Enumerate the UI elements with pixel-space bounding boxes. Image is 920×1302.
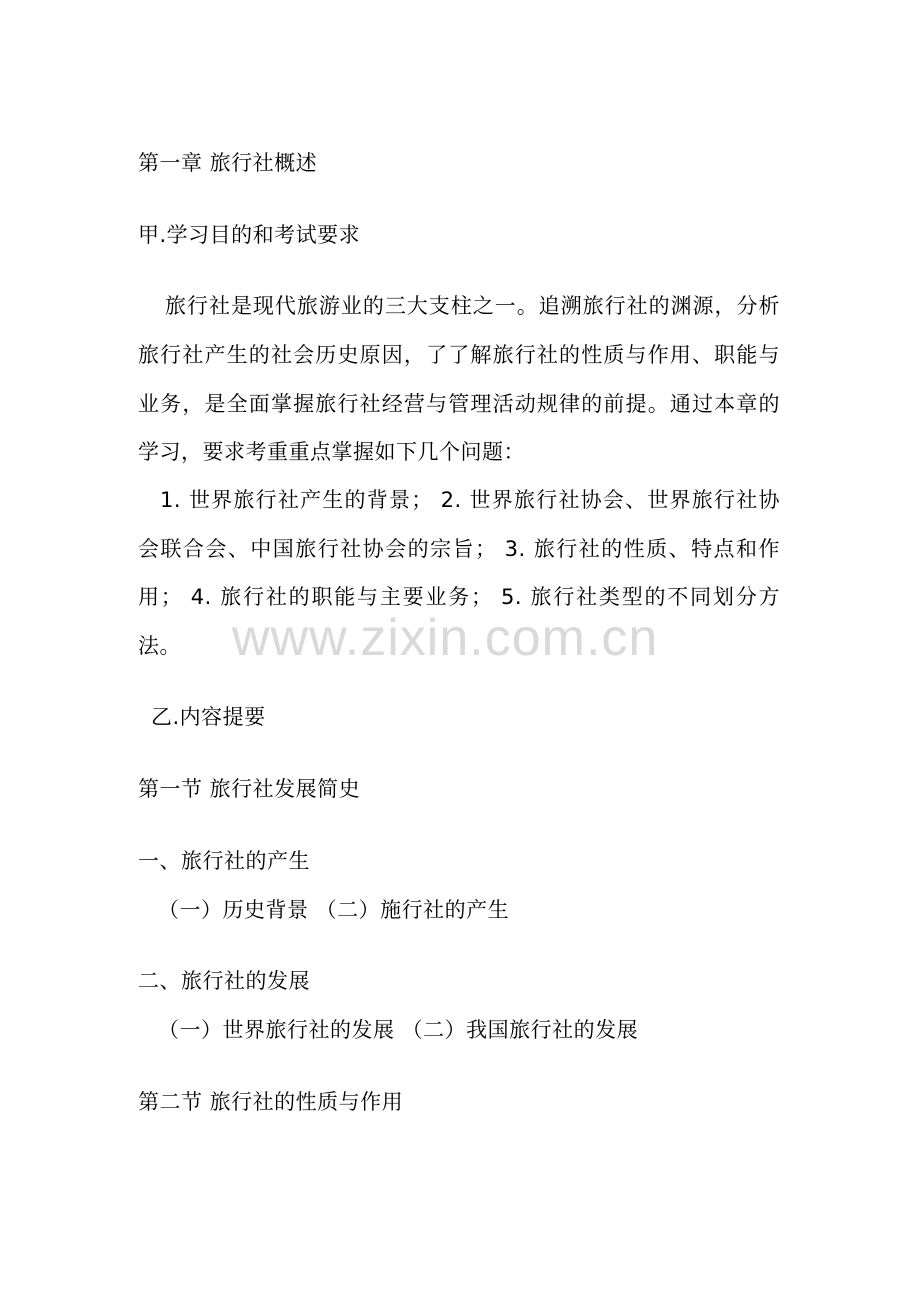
section-2-title: 第二节 旅行社的性质与作用 [138, 1090, 404, 1114]
intro-line-2: 旅行社产生的社会历史原因，了了解旅行社的性质与作用、职能与 [138, 343, 780, 367]
section-1-title: 第一节 旅行社发展简史 [138, 777, 361, 801]
points-line-3: 用； 4. 旅行社的职能与主要业务； 5. 旅行社类型的不同划分方 [138, 585, 780, 609]
section-a-heading: 甲.学习目的和考试要求 [138, 223, 361, 247]
intro-line-4: 学习，要求考重重点掌握如下几个问题： [138, 440, 525, 464]
intro-line-1: 旅行社是现代旅游业的三大支柱之一。追溯旅行社的渊源，分析 [165, 294, 780, 318]
part-1-title: 一、旅行社的产生 [138, 849, 310, 873]
watermark: www.zixin.com.cn [232, 609, 659, 667]
chapter-title: 第一章 旅行社概述 [138, 151, 318, 175]
part-2-items: （一）世界旅行社的发展 （二）我国旅行社的发展 [158, 1018, 639, 1042]
intro-line-3: 业务，是全面掌握旅行社经营与管理活动规律的前提。通过本章的 [138, 392, 780, 416]
points-line-4: 法。 [138, 634, 181, 658]
points-line-1: 1. 世界旅行社产生的背景； 2. 世界旅行社协会、世界旅行社协 [160, 488, 780, 512]
part-2-title: 二、旅行社的发展 [138, 969, 310, 993]
points-line-2: 会联合会、中国旅行社协会的宗旨； 3. 旅行社的性质、特点和作 [138, 537, 780, 561]
section-b-heading: 乙.内容提要 [151, 705, 266, 729]
part-1-items: （一）历史背景 （二）施行社的产生 [158, 898, 510, 922]
